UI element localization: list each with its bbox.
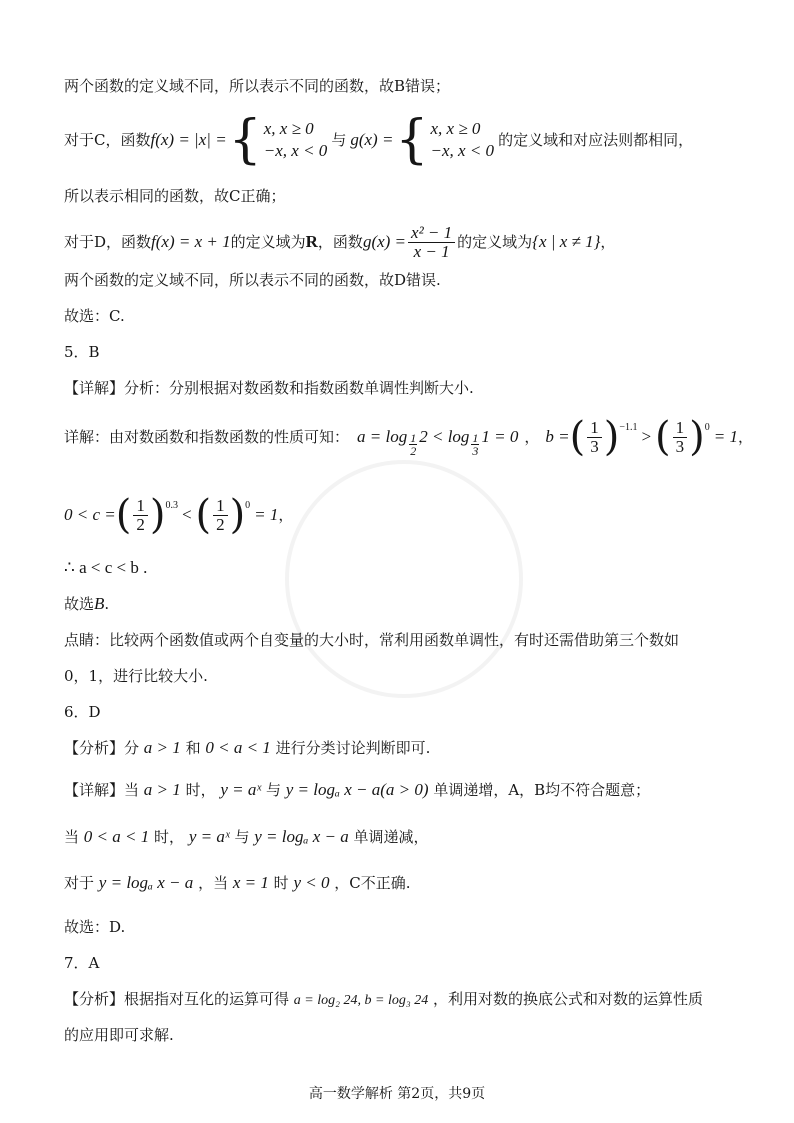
fraction: $\frac{1}{2}$	[133, 497, 148, 534]
fraction: $\frac{\text{x² − 1}}{x - 1}$	[408, 224, 455, 261]
text-line-detail: 详解：由对数函数和指数函数的性质可知： a = log $\frac{1}{2}$ 2 < log $\frac{1}{3}$ 1 = 0 ， b = ( $\frac{1}{3}$ ) −1.1 > ( $\frac{1}{3}$ ) 0 = 1 ，	[64, 414, 753, 460]
fraction: $\frac{1}{2}$	[410, 430, 417, 458]
text-line: 【分析】分 a > 1 和 0 < a < 1 进行分类讨论判断即可.	[64, 738, 431, 757]
fraction: $\frac{1}{3}$	[587, 419, 602, 456]
text-line: 点睛：比较两个函数值或两个自变量的大小时，常利用函数单调性，有时还需借助第三个数如	[64, 631, 680, 649]
page-footer: 高一数学解析 第2页，共9页	[308, 1086, 486, 1102]
conclusion: ∴ a < c < b .	[64, 558, 148, 577]
watermark-seal	[285, 460, 523, 698]
piecewise-cases: x, x ≥ 0 −x, x < 0	[263, 119, 328, 160]
text-line-c: 0 < c = ( $\frac{1}{2}$ ) 0.3 < ( $\frac{1}{2}$ ) 0 = 1 ，	[64, 492, 294, 538]
text-line-case-c: 对于C，函数 f(x) = |x| = { x, x ≥ 0 −x, x < 0 与 g(x) = { x, x ≥ 0 −x, x < 0 的定义域和对应法则都相同，	[64, 110, 694, 170]
piecewise-cases: x, x ≥ 0 −x, x < 0	[430, 119, 495, 160]
text-line: 对于 y = logₐ x − a ，当 x = 1 时 y < 0 ，C不正确.	[64, 873, 411, 892]
formula-gx: g(x) =	[362, 232, 407, 251]
text-line: 两个函数的定义域不同，所以表示不同的函数，故D错误.	[64, 271, 441, 289]
text-line: 【详解】当 a > 1 时， y = aˣ 与 y = logₐ x − a(a > 0) 单调递增，A，B均不符合题意；	[64, 780, 651, 799]
domain-set: {x | x ≠ 1}	[532, 232, 601, 251]
text-line: 【详解】分析：分别根据对数函数和指数函数单调性判断大小.	[64, 379, 474, 397]
fraction: $\frac{1}{3}$	[673, 419, 688, 456]
formula-gx: g(x) =	[350, 130, 394, 149]
left-brace: {	[228, 110, 262, 170]
left-brace: {	[395, 110, 429, 170]
text-line: 0，1，进行比较大小.	[64, 667, 208, 685]
text-line-case-d: 对于D，函数 f(x) = x + 1 的定义域为 R ，函数 g(x) = $\frac{\text{x² − 1}}{x - 1}$ 的定义域为 {x | x ≠ 1} ，	[64, 222, 616, 261]
question-number: 5．B	[64, 343, 100, 361]
text-line: 的应用即可求解.	[64, 1026, 174, 1044]
text-line: 【分析】根据指对互化的运算可得 a = log₂ 24, b = log₃ 24 ，利用对数的换底公式和对数的运算性质	[64, 990, 704, 1008]
formula-fx: f(x) = x + 1	[151, 232, 231, 251]
question-number: 7．A	[64, 954, 100, 972]
text-line: 两个函数的定义域不同，所以表示不同的函数，故B错误；	[64, 77, 451, 95]
text-line: 所以表示相同的函数，故C正确；	[64, 187, 286, 205]
formula-fx-abs: f(x) = |x| =	[150, 130, 227, 149]
text-line: 当 0 < a < 1 时， y = aˣ 与 y = logₐ x − a 单调递减，	[64, 827, 429, 846]
question-number: 6．D	[64, 703, 101, 721]
text-line: 故选：C.	[64, 307, 125, 325]
fraction: $\frac{1}{2}$	[213, 497, 228, 534]
text-line: 故选：D.	[64, 918, 126, 936]
fraction: $\frac{1}{3}$	[472, 430, 479, 458]
text-line: 故选B.	[64, 594, 110, 613]
